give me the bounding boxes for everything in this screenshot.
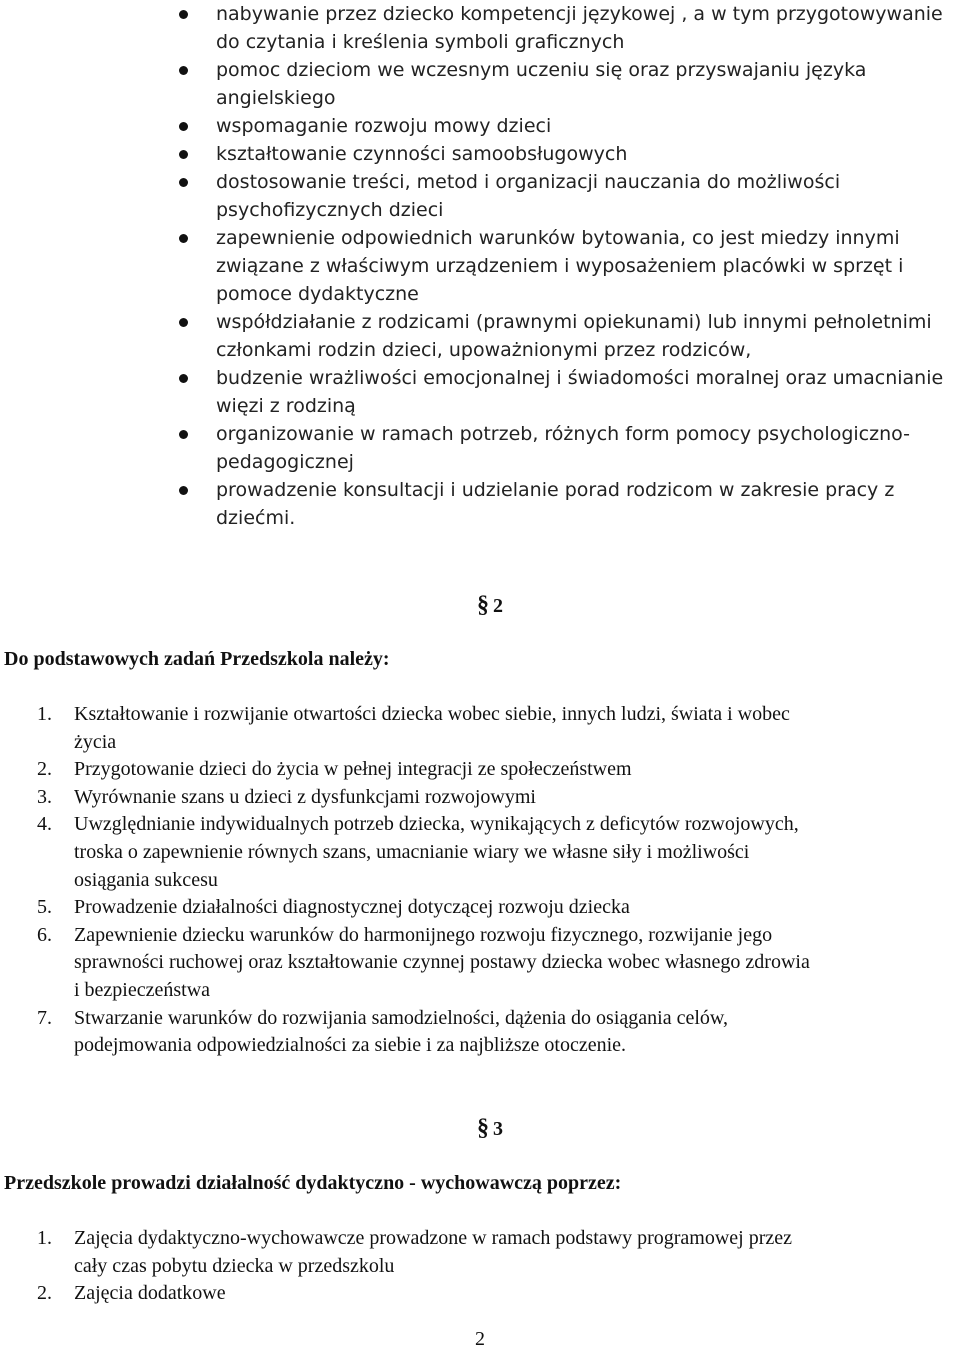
list-item: 5. Prowadzenie działalności diagnostycznej dotyczącej rozwoju dziecka	[37, 896, 630, 919]
list-item: 3. Wyrównanie szans u dzieci z dysfunkcjami rozwojowymi	[37, 785, 536, 808]
list-item: nabywanie przez dziecko kompetencji językowej , a w tym przygotowywanie do czytania i kreślenia symboli graficznych	[0, 0, 960, 56]
bullet-icon	[179, 150, 188, 159]
activities-list	[0, 1225, 960, 1308]
bullet-icon	[179, 430, 188, 439]
bullet-list	[0, 0, 960, 532]
bullet-icon	[179, 66, 188, 75]
list-item: zapewnienie odpowiednich warunków bytowania, co jest miedzy innymi związane z właściwym urządzeniem i wyposażeniem placówki w sprzęt i pomoce dydaktyczne	[0, 224, 960, 308]
list-item: prowadzenie konsultacji i udzielanie porad rodzicom w zakresie pracy z dziećmi.	[0, 476, 960, 532]
tasks-list	[0, 701, 960, 1060]
bullet-icon	[179, 234, 188, 243]
bullet-icon	[179, 486, 188, 495]
list-item: dostosowanie treści, metod i organizacji nauczania do możliwości psychofizycznych dzieci	[0, 168, 960, 224]
list-item: 7. Stwarzanie warunków do rozwijania samodzielności, dążenia do osiągania celów, podejmowania odpowiedzialności za siebie i za najbliższe otoczenie.	[37, 1006, 729, 1057]
list-item: współdziałanie z rodzicami (prawnymi opiekunami) lub innymi pełnoletnimi członkami rodzin dzieci, upoważnionymi przez rodziców,	[0, 308, 960, 364]
bullet-icon	[179, 178, 188, 187]
list-item: 1. Zajęcia dydaktyczno-wychowawcze prowadzone w ramach podstawy programowej przez cały czas pobytu dziecka w przedszkolu	[37, 1227, 793, 1277]
section-heading-2: Do podstawowych zadań Przedszkola należy:	[4, 648, 390, 670]
bullet-icon	[179, 318, 188, 327]
list-item: budzenie wrażliwości emocjonalnej i świadomości moralnej oraz umacnianie więzi z rodziną	[0, 364, 960, 420]
paragraph-number-3: § 3	[477, 1115, 503, 1141]
list-item: 6. Zapewnienie dziecku warunków do harmonijnego rozwoju fizycznego, rozwijanie jego sprawności ruchowej oraz kształtowanie czynnej postawy dziecka wobec własnego zdrowia i bezpieczeństwa	[37, 923, 810, 1001]
list-item: organizowanie w ramach potrzeb, różnych form pomocy psychologiczno- pedagogicznej	[0, 420, 960, 476]
list-item: 2. Przygotowanie dzieci do życia w pełnej integracji ze społeczeństwem	[37, 758, 632, 781]
list-item: kształtowanie czynności samoobsługowych	[0, 140, 960, 168]
list-item: wspomaganie rozwoju mowy dzieci	[0, 112, 960, 140]
section-heading-3: Przedszkole prowadzi działalność dydaktyczno - wychowawczą poprzez:	[4, 1172, 622, 1194]
list-item: 1. Kształtowanie i rozwijanie otwartości dziecka wobec siebie, innych ludzi, świata i wobec życia	[37, 703, 790, 753]
bullet-icon	[179, 10, 188, 19]
bullet-icon	[179, 122, 188, 131]
bullet-icon	[179, 374, 188, 383]
paragraph-number-2: § 2	[477, 592, 503, 618]
list-item: 2. Zajęcia dodatkowe	[37, 1282, 226, 1305]
page-number: 2	[475, 1328, 485, 1350]
list-item: 4. Uwzględnianie indywidualnych potrzeb dziecka, wynikających z deficytów rozwojowych, troska o zapewnienie równych szans, umacnianie wiary we własne siły i możliwości osiągania sukcesu	[37, 813, 799, 891]
list-item: pomoc dzieciom we wczesnym uczeniu się oraz przyswajaniu języka angielskiego	[0, 56, 960, 112]
